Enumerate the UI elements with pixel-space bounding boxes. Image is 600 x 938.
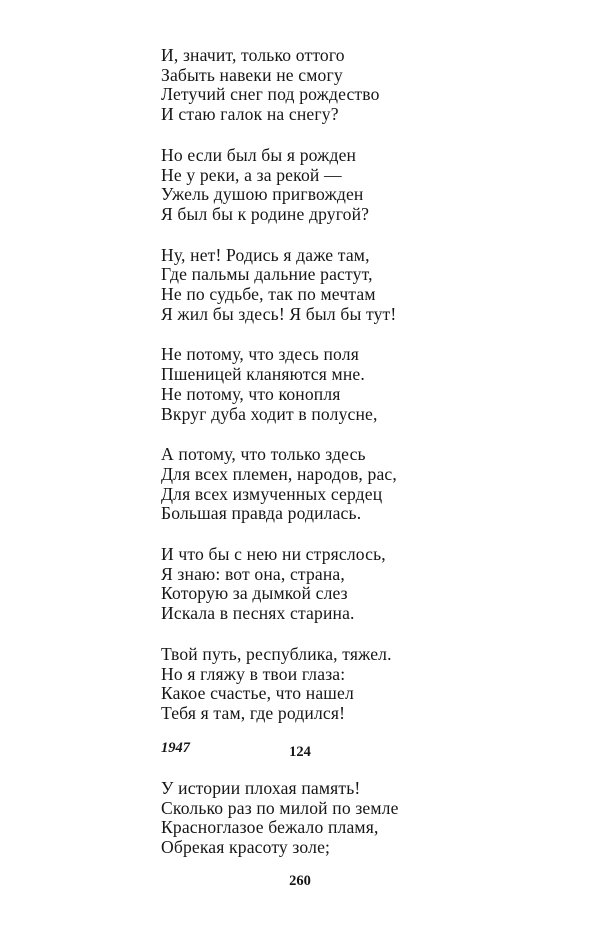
poem-line: Твой путь, республика, тяжел. (161, 643, 392, 664)
next-poem-text (161, 779, 561, 858)
poem-line: Не потому, что здесь поля (161, 344, 359, 365)
stanza (161, 146, 561, 225)
poem-line: Я был бы к родине другой? (161, 203, 370, 224)
poem-line: Забыть навеки не смогу (161, 64, 343, 85)
poem-line: Ужель душою пригвожден (161, 184, 364, 205)
poem-line: Искала в песнях старина. (161, 603, 355, 624)
poem-text (161, 46, 561, 757)
poem-line: Я знаю: вот она, страна, (161, 563, 345, 584)
stanza (161, 345, 561, 424)
poem-line: Не у реки, а за рекой — (161, 164, 342, 185)
poem-line: И, значит, только оттого (161, 45, 345, 65)
stanza (161, 445, 561, 524)
poem-number: 124 (289, 744, 311, 760)
poem-line: А потому, что только здесь (161, 444, 366, 465)
poem-line: Я жил бы здесь! Я был бы тут! (161, 303, 397, 324)
poem-line: Для всех племен, народов, рас, (161, 463, 397, 484)
poem-line: Но я гляжу в твои глаза: (161, 663, 346, 684)
poem-line: Обрекая красоту золе; (161, 837, 331, 858)
stanza (161, 46, 561, 125)
poem-line: Летучий снег под рождество (161, 84, 380, 105)
poem-line: Ну, нет! Родись я даже там, (161, 244, 370, 265)
poem-line: Какое счастье, что нашел (161, 683, 354, 704)
poem-line: Для всех измученных сердец (161, 483, 383, 504)
stanza (161, 246, 561, 325)
poem-line: Пшеницей кланяются мне. (161, 364, 365, 385)
poem-line: Вкруг дуба ходит в полусне, (161, 403, 378, 424)
stanza (161, 545, 561, 624)
page-number: 260 (289, 873, 311, 889)
poem-line: Сколько раз по милой по земле (161, 797, 399, 818)
poem-line: Но если был бы я рожден (161, 144, 357, 165)
stanza (161, 645, 561, 724)
poem-line: Не потому, что конопля (161, 383, 341, 404)
poem-line: И стаю галок на снегу? (161, 104, 339, 125)
poem-line: У истории плохая память! (161, 778, 361, 798)
poem-line: Тебя я там, где родился! (161, 702, 346, 723)
poem-line: Красноглазое бежало пламя, (161, 817, 379, 838)
poem-line: Не по судьбе, так по мечтам (161, 284, 376, 305)
poem-line: Большая правда родилась. (161, 503, 362, 524)
poem-line: Где пальмы дальние растут, (161, 264, 373, 285)
poem-line: Которую за дымкой слез (161, 583, 348, 604)
poem-date: 1947 (161, 739, 190, 756)
poem-line: И что бы с нею ни стряслось, (161, 544, 386, 565)
